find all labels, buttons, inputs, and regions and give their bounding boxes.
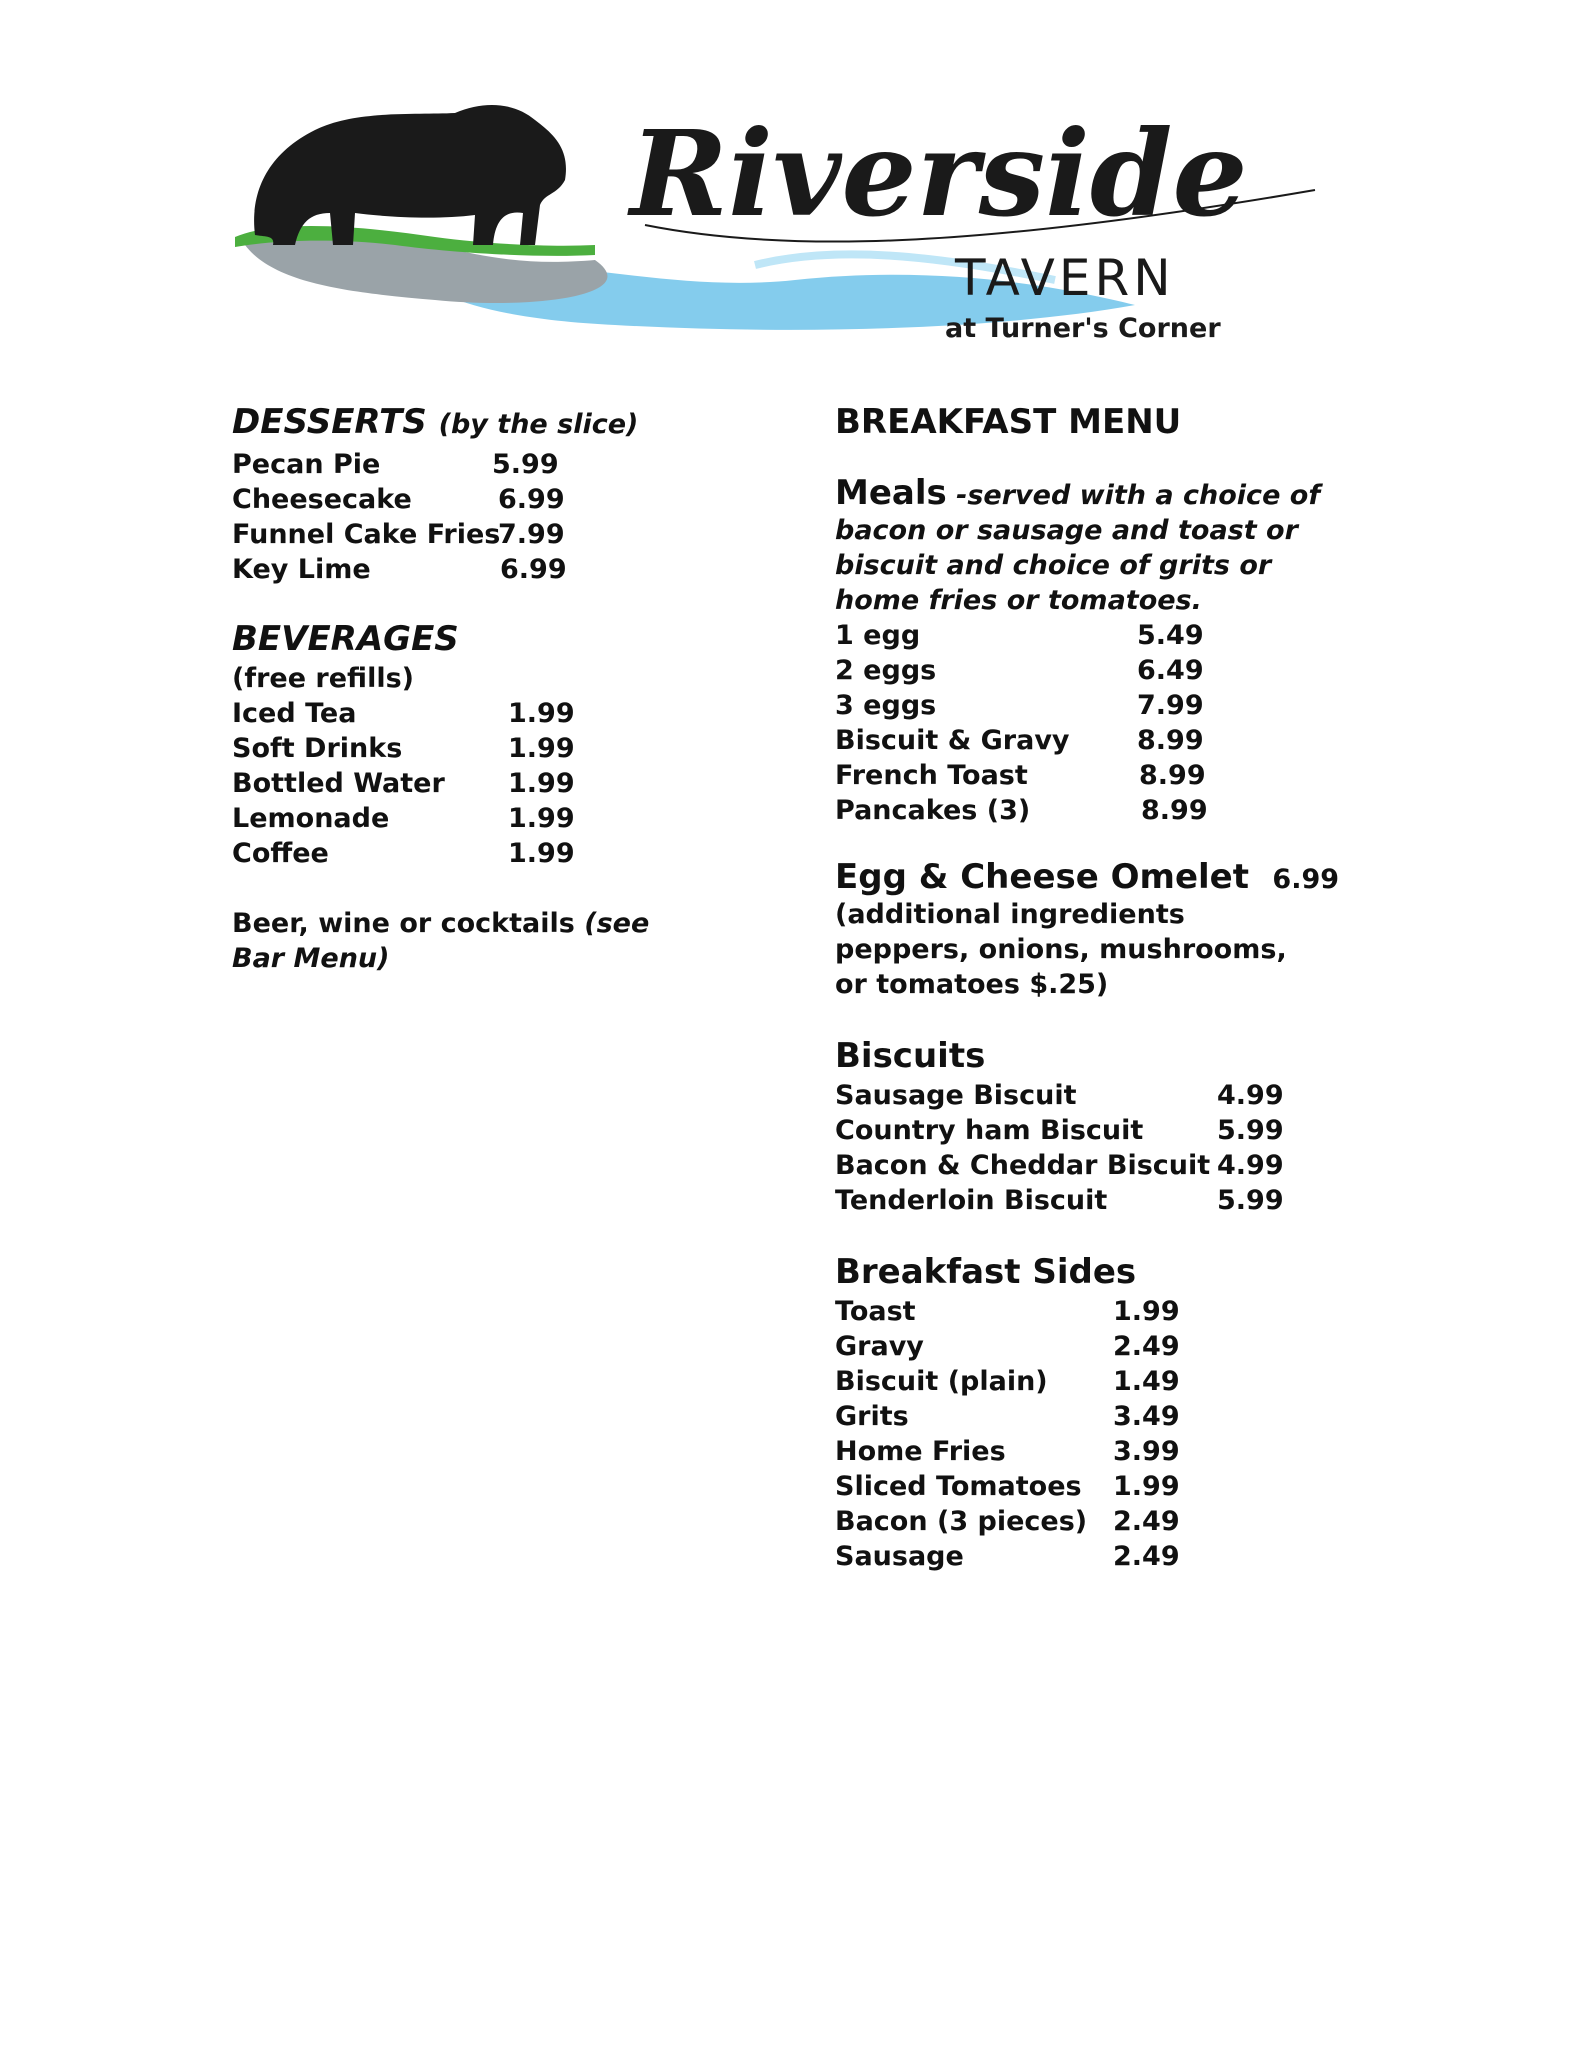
meals-section	[835, 473, 1395, 828]
item-name: Sausage	[835, 1541, 964, 1572]
item-name: Grits	[835, 1401, 909, 1432]
item-price: 1.99	[508, 733, 575, 764]
list-item	[232, 447, 752, 482]
item-name: Pancakes (3)	[835, 795, 1031, 826]
logo-script-text: Riverside	[630, 104, 1248, 243]
list-item	[835, 1364, 1395, 1399]
item-name: Bacon (3 pieces)	[835, 1506, 1088, 1537]
item-name: Bacon & Cheddar Biscuit	[835, 1150, 1211, 1181]
item-price: 6.99	[498, 484, 565, 515]
logo-artwork	[235, 95, 1345, 355]
item-name: Home Fries	[835, 1436, 1006, 1467]
item-price: 6.99	[500, 554, 567, 585]
item-name: Sliced Tomatoes	[835, 1471, 1082, 1502]
list-item	[835, 758, 1395, 793]
item-price: 1.99	[1113, 1296, 1180, 1327]
list-item	[232, 836, 752, 871]
biscuits-title: Biscuits	[835, 1036, 986, 1076]
omelet-title: Egg & Cheese Omelet	[835, 857, 1249, 897]
item-price: 4.99	[1217, 1080, 1284, 1111]
item-name: Tenderloin Biscuit	[835, 1185, 1108, 1216]
list-item	[835, 1539, 1395, 1574]
bear-silhouette	[254, 105, 566, 245]
item-price: 2.49	[1113, 1331, 1180, 1362]
item-name: 1 egg	[835, 620, 921, 651]
item-name: Coffee	[232, 838, 329, 869]
item-price: 2.49	[1113, 1541, 1180, 1572]
item-name: Pecan Pie	[232, 449, 381, 480]
omelet-section	[835, 857, 1395, 1002]
list-item	[232, 731, 752, 766]
item-name: Bottled Water	[232, 768, 445, 799]
list-item	[232, 696, 752, 731]
beverages-section	[232, 617, 752, 871]
item-price: 1.99	[508, 698, 575, 729]
item-price: 6.49	[1137, 655, 1204, 686]
item-price: 7.99	[1137, 690, 1204, 721]
omelet-price: 6.99	[1272, 864, 1340, 895]
list-item	[232, 517, 752, 552]
desserts-section	[232, 400, 752, 587]
item-name: Gravy	[835, 1331, 924, 1362]
breakfast-sides-title: Breakfast Sides	[835, 1252, 1137, 1292]
left-column	[232, 400, 752, 976]
item-name: Toast	[835, 1296, 916, 1327]
list-item	[232, 766, 752, 801]
beverages-title: BEVERAGES	[232, 619, 459, 659]
bar-note-italic: (see Bar Menu)	[232, 908, 650, 974]
item-name: Iced Tea	[232, 698, 357, 729]
meals-heading	[835, 473, 1335, 618]
list-item	[835, 618, 1395, 653]
desserts-heading	[232, 400, 752, 447]
item-name: Funnel Cake Fries	[232, 519, 501, 550]
logo-subtitle-text: at Turner's Corner	[945, 313, 1221, 344]
breakfast-menu-title: BREAKFAST MENU	[835, 402, 1182, 442]
list-item	[232, 552, 752, 587]
item-price: 5.99	[1217, 1115, 1284, 1146]
list-item	[835, 1329, 1395, 1364]
riverside-tavern-logo	[235, 95, 1345, 355]
bar-menu-note	[232, 906, 702, 976]
item-name: Key Lime	[232, 554, 371, 585]
item-price: 1.99	[508, 838, 575, 869]
biscuits-section	[835, 1034, 1395, 1218]
item-name: Lemonade	[232, 803, 390, 834]
list-item	[835, 1434, 1395, 1469]
item-name: Soft Drinks	[232, 733, 403, 764]
item-price: 1.99	[508, 768, 575, 799]
list-item	[835, 793, 1395, 828]
item-name: French Toast	[835, 760, 1028, 791]
item-name: Biscuit & Gravy	[835, 725, 1070, 756]
list-item	[835, 1148, 1395, 1183]
list-item	[835, 653, 1395, 688]
list-item	[232, 482, 752, 517]
list-item	[232, 801, 752, 836]
item-price: 2.49	[1113, 1506, 1180, 1537]
item-price: 8.99	[1141, 795, 1208, 826]
logo-tavern-text: TAVERN	[955, 249, 1175, 307]
item-price: 4.99	[1217, 1150, 1284, 1181]
item-name: Country ham Biscuit	[835, 1115, 1144, 1146]
item-price: 1.99	[508, 803, 575, 834]
item-name: 3 eggs	[835, 690, 937, 721]
item-price: 1.99	[1113, 1471, 1180, 1502]
list-item	[835, 723, 1395, 758]
list-item	[835, 1469, 1395, 1504]
omelet-heading	[835, 857, 1395, 897]
breakfast-sides-section	[835, 1250, 1395, 1574]
list-item	[835, 1399, 1395, 1434]
desserts-title: DESSERTS	[232, 402, 427, 442]
item-price: 5.49	[1137, 620, 1204, 651]
item-name: Sausage Biscuit	[835, 1080, 1077, 1111]
list-item	[835, 1504, 1395, 1539]
item-price: 8.99	[1139, 760, 1206, 791]
bar-note-text: Beer, wine or cocktails	[232, 908, 585, 939]
item-price: 3.49	[1113, 1401, 1180, 1432]
item-price: 1.49	[1113, 1366, 1180, 1397]
list-item	[835, 688, 1395, 723]
meals-description: -served with a choice of bacon or sausage and toast or biscuit and choice of grits or home fries or tomatoes.	[835, 480, 1321, 616]
item-price: 8.99	[1137, 725, 1204, 756]
beverages-note: (free refills)	[232, 663, 414, 694]
item-name: Biscuit (plain)	[835, 1366, 1048, 1397]
list-item	[835, 1294, 1395, 1329]
meals-title: Meals	[835, 473, 947, 513]
list-item	[835, 1078, 1395, 1113]
right-column	[835, 400, 1395, 1574]
item-name: 2 eggs	[835, 655, 937, 686]
list-item	[835, 1113, 1395, 1148]
item-name: Cheesecake	[232, 484, 412, 515]
item-price: 5.99	[1217, 1185, 1284, 1216]
list-item	[835, 1183, 1395, 1218]
desserts-note: (by the slice)	[438, 409, 639, 440]
omelet-description: (additional ingredients peppers, onions, mushrooms, or tomatoes $.25)	[835, 899, 1287, 1000]
item-price: 5.99	[492, 449, 559, 480]
item-price: 3.99	[1113, 1436, 1180, 1467]
item-price: 7.99	[498, 519, 565, 550]
